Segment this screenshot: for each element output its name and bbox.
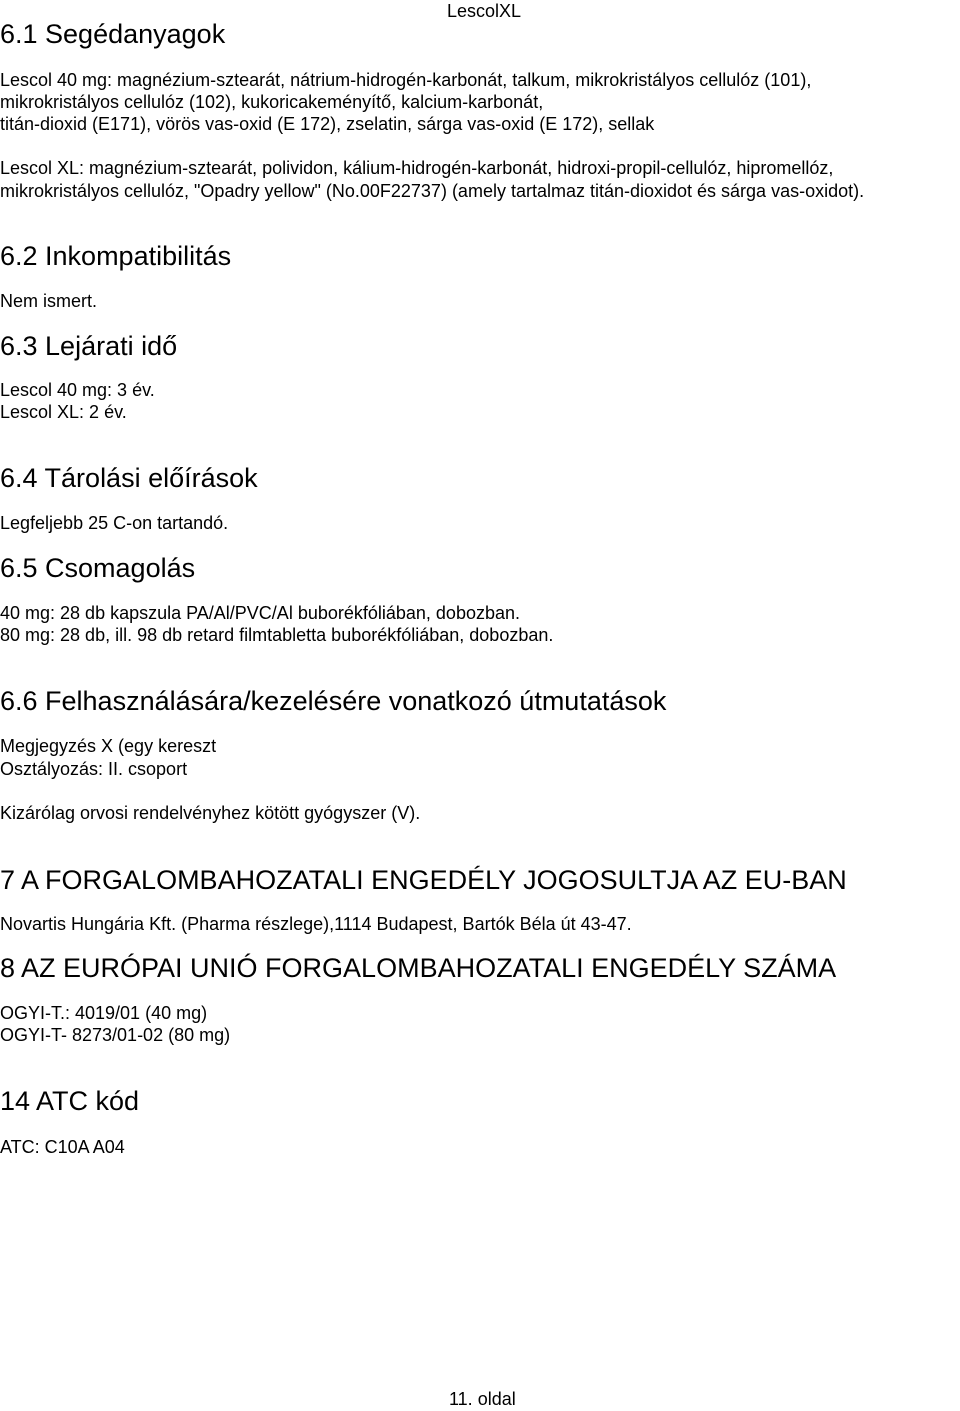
section-heading-handling: 6.6 Felhasználására/kezelésére vonatkozó útmutatások [0, 686, 667, 716]
excipients-lescol40-line: Lescol 40 mg: magnézium-sztearát, nátrium-hidrogén-karbonát, talkum, mikrokristályos cellulóz (101), [0, 70, 812, 90]
handling-line: Megjegyzés X (egy kereszt [0, 736, 217, 756]
storage-text: Legfeljebb 25 C-on tartandó. [0, 513, 229, 533]
section-heading-atc: 14 ATC kód [0, 1086, 140, 1116]
packaging-line: 80 mg: 28 db, ill. 98 db retard filmtabletta buborékfóliában, dobozban. [0, 625, 554, 645]
excipients-lescol40-line: titán-dioxid (E171), vörös vas-oxid (E 172), zselatin, sárga vas-oxid (E 172), sellak [0, 114, 655, 134]
section-heading-excipients: 6.1 Segédanyagok [0, 19, 226, 49]
section-heading-incompatibility: 6.2 Inkompatibilitás [0, 241, 232, 271]
packaging-line: 40 mg: 28 db kapszula PA/Al/PVC/Al buborékfóliában, dobozban. [0, 603, 520, 623]
holder-text: Novartis Hungária Kft. (Pharma részlege),1114 Budapest, Bartók Béla út 43-47. [0, 914, 632, 934]
authorisation-line: OGYI-T- 8273/01-02 (80 mg) [0, 1025, 231, 1045]
atc-code: ATC: C10A A04 [0, 1137, 125, 1157]
section-heading-storage: 6.4 Tárolási előírások [0, 463, 258, 493]
excipients-lescolxl-line: mikrokristályos cellulóz, "Opadry yellow" (No.00F22737) (amely tartalmaz titán-dioxidot és sárga vas-oxidot). [0, 181, 865, 201]
page-number: 11. oldal [449, 1389, 516, 1409]
incompatibility-text: Nem ismert. [0, 291, 98, 311]
section-heading-shelf-life: 6.3 Lejárati idő [0, 331, 178, 361]
prescription-status: Kizárólag orvosi rendelvényhez kötött gyógyszer (V). [0, 803, 421, 823]
excipients-lescol40-line: mikrokristályos cellulóz (102), kukoricakeményítő, kalcium-karbonát, [0, 92, 544, 112]
handling-line: Osztályozás: II. csoport [0, 759, 188, 779]
section-heading-holder: 7 A FORGALOMBAHOZATALI ENGEDÉLY JOGOSULTJA AZ EU-BAN [0, 865, 847, 895]
section-heading-packaging: 6.5 Csomagolás [0, 553, 196, 583]
shelf-life-line: Lescol 40 mg: 3 év. [0, 380, 155, 400]
shelf-life-line: Lescol XL: 2 év. [0, 402, 127, 422]
document-header-title: LescolXL [447, 1, 522, 21]
excipients-lescolxl-line: Lescol XL: magnézium-sztearát, polividon, kálium-hidrogén-karbonát, hidroxi-propil-cellulóz, hipromellóz, [0, 158, 834, 178]
section-heading-authorisation: 8 AZ EURÓPAI UNIÓ FORGALOMBAHOZATALI ENGEDÉLY SZÁMA [0, 953, 837, 983]
authorisation-line: OGYI-T.: 4019/01 (40 mg) [0, 1003, 208, 1023]
